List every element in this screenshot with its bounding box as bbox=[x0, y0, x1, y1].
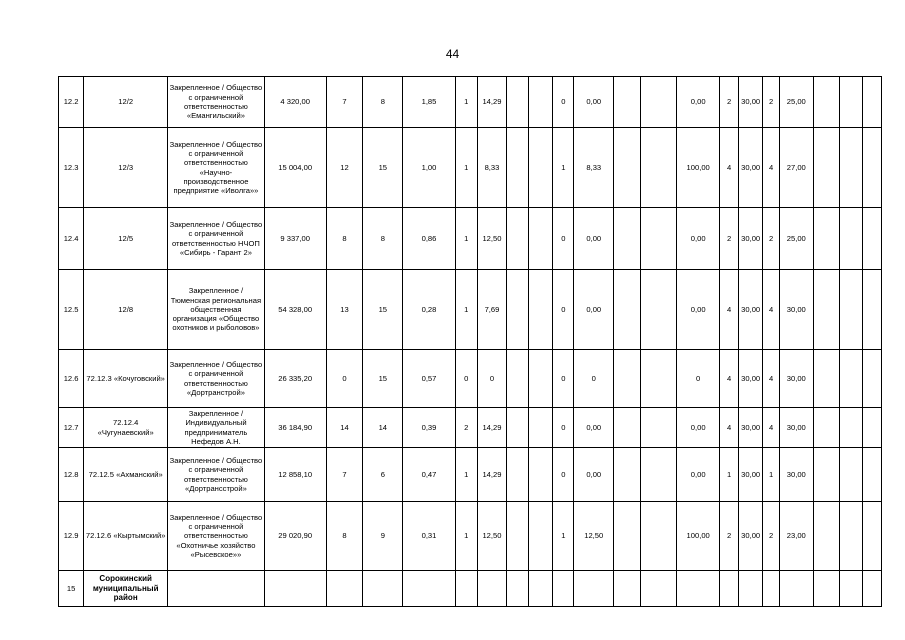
empty-cell bbox=[363, 571, 403, 607]
cell-f bbox=[507, 448, 529, 502]
cell-a: 0 bbox=[326, 350, 363, 408]
cell-l: 0,00 bbox=[677, 448, 720, 502]
cell-d: 1 bbox=[455, 448, 477, 502]
cell-i: 0,00 bbox=[574, 270, 614, 350]
cell-j bbox=[614, 270, 641, 350]
area-value: 15 004,00 bbox=[264, 128, 326, 208]
cell-p: 23,00 bbox=[780, 502, 814, 571]
district-number: 15 bbox=[59, 571, 84, 607]
ground-code: 12/2 bbox=[84, 77, 168, 128]
row-number: 12.4 bbox=[59, 208, 84, 270]
ground-description: Закрепленное / Индивидуальный предприниматель Нефедов А.Н. bbox=[168, 408, 265, 448]
cell-o: 2 bbox=[763, 208, 780, 270]
empty-cell bbox=[720, 571, 739, 607]
cell-m: 2 bbox=[720, 502, 739, 571]
cell-o: 2 bbox=[763, 77, 780, 128]
cell-a: 7 bbox=[326, 77, 363, 128]
cell-a: 14 bbox=[326, 408, 363, 448]
empty-cell bbox=[477, 571, 506, 607]
cell-f bbox=[507, 350, 529, 408]
cell-j bbox=[614, 208, 641, 270]
ground-code: 12/3 bbox=[84, 128, 168, 208]
area-value: 29 020,90 bbox=[264, 502, 326, 571]
ground-code: 72.12.5 «Ахманский» bbox=[84, 448, 168, 502]
cell-l: 0,00 bbox=[677, 77, 720, 128]
row-number: 12.8 bbox=[59, 448, 84, 502]
page-number: 44 bbox=[445, 47, 460, 61]
area-value: 12 858,10 bbox=[264, 448, 326, 502]
cell-s bbox=[862, 502, 881, 571]
empty-cell bbox=[780, 571, 814, 607]
cell-d: 1 bbox=[455, 77, 477, 128]
area-value: 9 337,00 bbox=[264, 208, 326, 270]
cell-l: 100,00 bbox=[677, 502, 720, 571]
cell-s bbox=[862, 77, 881, 128]
row-number: 12.3 bbox=[59, 128, 84, 208]
cell-s bbox=[862, 128, 881, 208]
cell-e: 12,50 bbox=[477, 502, 506, 571]
cell-l: 0,00 bbox=[677, 408, 720, 448]
empty-cell bbox=[641, 571, 677, 607]
cell-l: 100,00 bbox=[677, 128, 720, 208]
cell-a: 13 bbox=[326, 270, 363, 350]
empty-cell bbox=[614, 571, 641, 607]
row-number: 12.2 bbox=[59, 77, 84, 128]
table-row bbox=[59, 128, 882, 208]
cell-l: 0,00 bbox=[677, 270, 720, 350]
empty-cell bbox=[574, 571, 614, 607]
cell-g bbox=[529, 77, 553, 128]
hunting-grounds-table bbox=[58, 76, 882, 607]
empty-cell bbox=[326, 571, 363, 607]
cell-b: 15 bbox=[363, 270, 403, 350]
cell-j bbox=[614, 128, 641, 208]
cell-n: 30,00 bbox=[739, 128, 763, 208]
cell-a: 8 bbox=[326, 208, 363, 270]
cell-n: 30,00 bbox=[739, 502, 763, 571]
ground-code: 72.12.6 «Кыртымский» bbox=[84, 502, 168, 571]
cell-q bbox=[813, 408, 839, 448]
cell-i: 0,00 bbox=[574, 77, 614, 128]
table-row bbox=[59, 448, 882, 502]
ground-description: Закрепленное / Общество с ограниченной ответственностью «Научно-производственное предприятие «Иволга»» bbox=[168, 128, 265, 208]
cell-e: 14,29 bbox=[477, 448, 506, 502]
cell-d: 1 bbox=[455, 270, 477, 350]
cell-j bbox=[614, 502, 641, 571]
cell-p: 30,00 bbox=[780, 270, 814, 350]
row-number: 12.7 bbox=[59, 408, 84, 448]
ground-code: 72.12.3 «Кочуговский» bbox=[84, 350, 168, 408]
cell-m: 4 bbox=[720, 270, 739, 350]
cell-r bbox=[839, 270, 862, 350]
table-row bbox=[59, 208, 882, 270]
cell-o: 4 bbox=[763, 128, 780, 208]
cell-f bbox=[507, 270, 529, 350]
cell-q bbox=[813, 270, 839, 350]
cell-n: 30,00 bbox=[739, 448, 763, 502]
empty-cell bbox=[455, 571, 477, 607]
row-number: 12.9 bbox=[59, 502, 84, 571]
cell-p: 25,00 bbox=[780, 77, 814, 128]
cell-c: 0,39 bbox=[403, 408, 455, 448]
cell-p: 27,00 bbox=[780, 128, 814, 208]
cell-b: 8 bbox=[363, 208, 403, 270]
cell-b: 6 bbox=[363, 448, 403, 502]
cell-e: 8,33 bbox=[477, 128, 506, 208]
cell-k bbox=[641, 77, 677, 128]
empty-cell bbox=[403, 571, 455, 607]
cell-e: 7,69 bbox=[477, 270, 506, 350]
cell-h: 0 bbox=[553, 270, 574, 350]
cell-e: 0 bbox=[477, 350, 506, 408]
cell-f bbox=[507, 77, 529, 128]
table-row bbox=[59, 350, 882, 408]
cell-o: 2 bbox=[763, 502, 780, 571]
cell-e: 14,29 bbox=[477, 77, 506, 128]
cell-i: 0,00 bbox=[574, 208, 614, 270]
cell-o: 1 bbox=[763, 448, 780, 502]
cell-h: 1 bbox=[553, 502, 574, 571]
ground-description: Закрепленное / Общество с ограниченной ответственностью «Дортранстрой» bbox=[168, 350, 265, 408]
cell-i: 12,50 bbox=[574, 502, 614, 571]
ground-description: Закрепленное / Общество с ограниченной ответственностью «Охотничье хозяйство «Рысевское»» bbox=[168, 502, 265, 571]
row-number: 12.6 bbox=[59, 350, 84, 408]
cell-r bbox=[839, 502, 862, 571]
ground-code: 72.12.4 «Чугунаевский» bbox=[84, 408, 168, 448]
row-number: 12.5 bbox=[59, 270, 84, 350]
cell-h: 0 bbox=[553, 208, 574, 270]
cell-m: 2 bbox=[720, 77, 739, 128]
cell-c: 0,86 bbox=[403, 208, 455, 270]
cell-q bbox=[813, 502, 839, 571]
cell-b: 15 bbox=[363, 128, 403, 208]
cell-s bbox=[862, 448, 881, 502]
cell-g bbox=[529, 128, 553, 208]
cell-f bbox=[507, 502, 529, 571]
cell-q bbox=[813, 208, 839, 270]
table-row bbox=[59, 270, 882, 350]
cell-l: 0,00 bbox=[677, 208, 720, 270]
ground-code: 12/8 bbox=[84, 270, 168, 350]
cell-n: 30,00 bbox=[739, 408, 763, 448]
cell-d: 0 bbox=[455, 350, 477, 408]
table-row bbox=[59, 408, 882, 448]
area-value: 4 320,00 bbox=[264, 77, 326, 128]
empty-cell bbox=[264, 571, 326, 607]
cell-r bbox=[839, 350, 862, 408]
cell-k bbox=[641, 502, 677, 571]
cell-m: 1 bbox=[720, 448, 739, 502]
table-row bbox=[59, 502, 882, 571]
ground-code: 12/5 bbox=[84, 208, 168, 270]
area-value: 36 184,90 bbox=[264, 408, 326, 448]
empty-cell bbox=[862, 571, 881, 607]
cell-h: 1 bbox=[553, 128, 574, 208]
cell-k bbox=[641, 208, 677, 270]
cell-b: 9 bbox=[363, 502, 403, 571]
cell-c: 1,85 bbox=[403, 77, 455, 128]
ground-description: Закрепленное / Общество с ограниченной ответственностью «Дортрансстрой» bbox=[168, 448, 265, 502]
cell-d: 1 bbox=[455, 128, 477, 208]
cell-j bbox=[614, 448, 641, 502]
cell-l: 0 bbox=[677, 350, 720, 408]
cell-c: 1,00 bbox=[403, 128, 455, 208]
cell-j bbox=[614, 408, 641, 448]
cell-g bbox=[529, 350, 553, 408]
cell-j bbox=[614, 77, 641, 128]
ground-description: Закрепленное / Тюменская региональная общественная организация «Общество охотников и рыболовов» bbox=[168, 270, 265, 350]
cell-h: 0 bbox=[553, 448, 574, 502]
ground-description: Закрепленное / Общество с ограниченной ответственностью НЧОП «Сибирь - Гарант 2» bbox=[168, 208, 265, 270]
cell-m: 4 bbox=[720, 350, 739, 408]
cell-n: 30,00 bbox=[739, 270, 763, 350]
cell-o: 4 bbox=[763, 408, 780, 448]
cell-n: 30,00 bbox=[739, 208, 763, 270]
cell-g bbox=[529, 208, 553, 270]
cell-m: 4 bbox=[720, 408, 739, 448]
cell-p: 30,00 bbox=[780, 408, 814, 448]
cell-f bbox=[507, 128, 529, 208]
cell-b: 8 bbox=[363, 77, 403, 128]
cell-d: 2 bbox=[455, 408, 477, 448]
cell-i: 0,00 bbox=[574, 448, 614, 502]
district-row bbox=[59, 571, 882, 607]
cell-p: 30,00 bbox=[780, 448, 814, 502]
cell-d: 1 bbox=[455, 502, 477, 571]
cell-e: 12,50 bbox=[477, 208, 506, 270]
cell-a: 8 bbox=[326, 502, 363, 571]
cell-q bbox=[813, 448, 839, 502]
cell-q bbox=[813, 128, 839, 208]
cell-q bbox=[813, 77, 839, 128]
empty-cell bbox=[553, 571, 574, 607]
cell-g bbox=[529, 408, 553, 448]
cell-r bbox=[839, 128, 862, 208]
cell-c: 0,57 bbox=[403, 350, 455, 408]
cell-h: 0 bbox=[553, 77, 574, 128]
cell-c: 0,47 bbox=[403, 448, 455, 502]
cell-h: 0 bbox=[553, 408, 574, 448]
cell-m: 4 bbox=[720, 128, 739, 208]
cell-i: 0,00 bbox=[574, 408, 614, 448]
cell-d: 1 bbox=[455, 208, 477, 270]
cell-k bbox=[641, 350, 677, 408]
cell-g bbox=[529, 502, 553, 571]
cell-g bbox=[529, 270, 553, 350]
empty-cell bbox=[739, 571, 763, 607]
cell-r bbox=[839, 208, 862, 270]
cell-k bbox=[641, 270, 677, 350]
cell-b: 15 bbox=[363, 350, 403, 408]
empty-cell bbox=[813, 571, 839, 607]
cell-n: 30,00 bbox=[739, 350, 763, 408]
empty-cell bbox=[763, 571, 780, 607]
cell-r bbox=[839, 77, 862, 128]
cell-s bbox=[862, 270, 881, 350]
ground-description: Закрепленное / Общество с ограниченной ответственностью «Емангильский» bbox=[168, 77, 265, 128]
cell-p: 30,00 bbox=[780, 350, 814, 408]
cell-j bbox=[614, 350, 641, 408]
cell-a: 7 bbox=[326, 448, 363, 502]
cell-a: 12 bbox=[326, 128, 363, 208]
cell-i: 8,33 bbox=[574, 128, 614, 208]
cell-b: 14 bbox=[363, 408, 403, 448]
cell-f bbox=[507, 208, 529, 270]
cell-g bbox=[529, 448, 553, 502]
cell-r bbox=[839, 448, 862, 502]
cell-q bbox=[813, 350, 839, 408]
cell-p: 25,00 bbox=[780, 208, 814, 270]
empty-cell bbox=[168, 571, 265, 607]
cell-o: 4 bbox=[763, 270, 780, 350]
cell-o: 4 bbox=[763, 350, 780, 408]
cell-n: 30,00 bbox=[739, 77, 763, 128]
cell-h: 0 bbox=[553, 350, 574, 408]
area-value: 26 335,20 bbox=[264, 350, 326, 408]
empty-cell bbox=[529, 571, 553, 607]
cell-c: 0,28 bbox=[403, 270, 455, 350]
empty-cell bbox=[677, 571, 720, 607]
table-row bbox=[59, 77, 882, 128]
cell-k bbox=[641, 408, 677, 448]
cell-s bbox=[862, 208, 881, 270]
cell-f bbox=[507, 408, 529, 448]
cell-k bbox=[641, 128, 677, 208]
cell-i: 0 bbox=[574, 350, 614, 408]
cell-k bbox=[641, 448, 677, 502]
district-name: Сорокинский муниципальный район bbox=[84, 571, 168, 607]
cell-s bbox=[862, 350, 881, 408]
area-value: 54 328,00 bbox=[264, 270, 326, 350]
cell-c: 0,31 bbox=[403, 502, 455, 571]
empty-cell bbox=[507, 571, 529, 607]
cell-e: 14,29 bbox=[477, 408, 506, 448]
cell-s bbox=[862, 408, 881, 448]
empty-cell bbox=[839, 571, 862, 607]
cell-r bbox=[839, 408, 862, 448]
cell-m: 2 bbox=[720, 208, 739, 270]
